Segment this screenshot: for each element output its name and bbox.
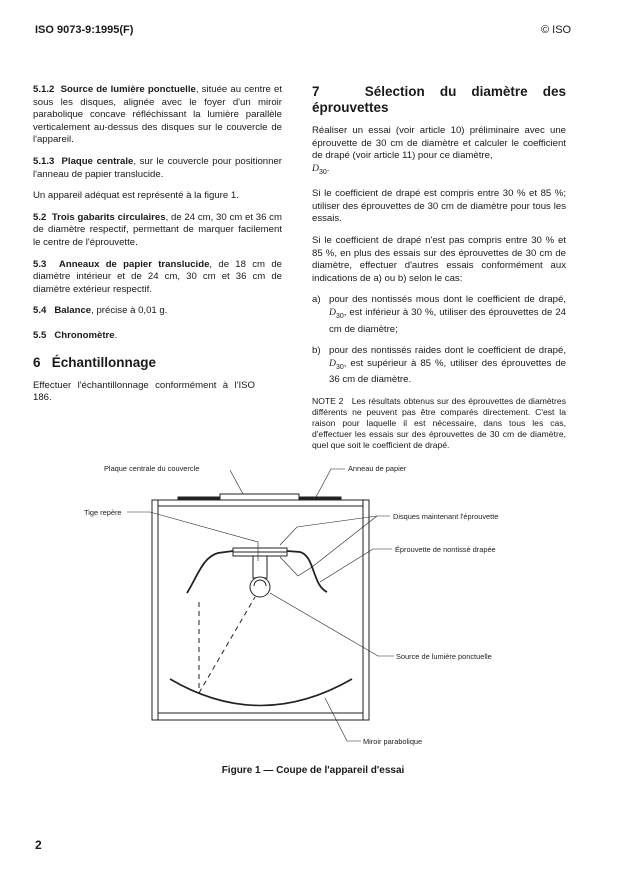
section-5-1-3: 5.1.3 Plaque centrale, sur le couvercle pour positionner l'anneau de papier translucide. bbox=[33, 155, 282, 180]
section-5-4: 5.4 Balance, précise à 0,01 g. bbox=[33, 305, 168, 317]
lamp-stem bbox=[253, 556, 267, 578]
copyright: © ISO bbox=[541, 24, 572, 36]
paragraph: Un appareil adéquat est représenté à la figure 1. bbox=[33, 190, 239, 202]
paragraph-3: Si le coefficient de drapé n'est pas compris entre 30 % et 85 %, en plus des essais sur des éprouvettes de 30 cm de diamètre, effectuer d'autres essais conformément aux indications de a) ou b) selon le cas: bbox=[312, 235, 566, 284]
document-id: ISO 9073-9:1995(F) bbox=[35, 24, 134, 36]
section-5-1-2: 5.1.2 Source de lumière ponctuelle, située au centre et sous les disques, alignée avec le foyer d'un miroir parabolique concave réfléchissant la lumière parallèle verticalement au-dessus des disques sur le couvercle de l'appareil. bbox=[33, 84, 282, 146]
list-item-b: b) pour des nontissés raides dont le coefficient de drapé, $D_{30}$, est supérieur à 85 %, utiliser des éprouvettes de 36 cm de diamètre. bbox=[312, 345, 566, 386]
label-light-source: Source de lumière ponctuelle bbox=[396, 652, 492, 661]
section-6-text: Effectuer l'échantillonnage conformément à l'ISO 186. bbox=[33, 379, 255, 404]
label-specimen: Éprouvette de nontissé drapée bbox=[395, 545, 496, 554]
label-reference-rod: Tige repère bbox=[84, 508, 122, 517]
paragraph-1: Réaliser un essai (voir article 10) préliminaire avec une éprouvette de 30 cm de diamètre et calculer le coefficient de drapé (voir article 11) pour ce diamètre, $D_{30}$. bbox=[312, 125, 566, 176]
parabolic-mirror bbox=[170, 679, 352, 706]
section-6-heading: 6 Échantillonnage bbox=[33, 354, 157, 370]
section-5-5: 5.5 Chronomètre. bbox=[33, 329, 118, 341]
label-paper-ring: Anneau de papier bbox=[348, 464, 407, 473]
label-mirror: Miroir parabolique bbox=[363, 737, 423, 746]
list-item-a: a) pour des nontissés mous dont le coefficient de drapé, $D_{30}$, est inférieur à 30 %, utiliser des éprouvettes de 24 cm de diamètre; bbox=[312, 294, 566, 335]
section-5-2: 5.2 Trois gabarits circulaires, de 24 cm, 30 cm et 36 cm de diamètre respectif, permettant de marquer facilement le centre de l'éprouvette. bbox=[33, 211, 282, 248]
note-2: NOTE 2 Les résultats obtenus sur des éprouvettes de diamètres différents ne peuvent pas être comparés directement. C'est la raison pour laquelle il est nécessaire, dans tous les cas, d'effectuer les essais sur des éprouvettes de 30 cm de diamètre, quel que soit le coefficient de drapé. bbox=[312, 395, 566, 450]
page-number: 2 bbox=[35, 838, 42, 852]
section-5-3: 5.3 Anneaux de papier translucide, de 18 cm de diamètre intérieur et de 24 cm, 30 cm et 36 cm de diamètre extérieur respectif. bbox=[33, 258, 282, 295]
section-7-heading: 7 Sélection du diamètre des éprouvettes bbox=[312, 84, 566, 115]
label-discs: Disques maintenant l'éprouvette bbox=[393, 512, 499, 521]
figure-caption: Figure 1 — Coupe de l'appareil d'essai bbox=[221, 765, 405, 776]
label-central-plate: Plaque centrale du couvercle bbox=[104, 464, 200, 473]
paragraph-2: Si le coefficient de drapé est compris entre 30 % et 85 %; utiliser des éprouvettes de 30 cm de diamètre pour tous les essais. bbox=[312, 188, 566, 225]
central-plate bbox=[220, 494, 299, 500]
